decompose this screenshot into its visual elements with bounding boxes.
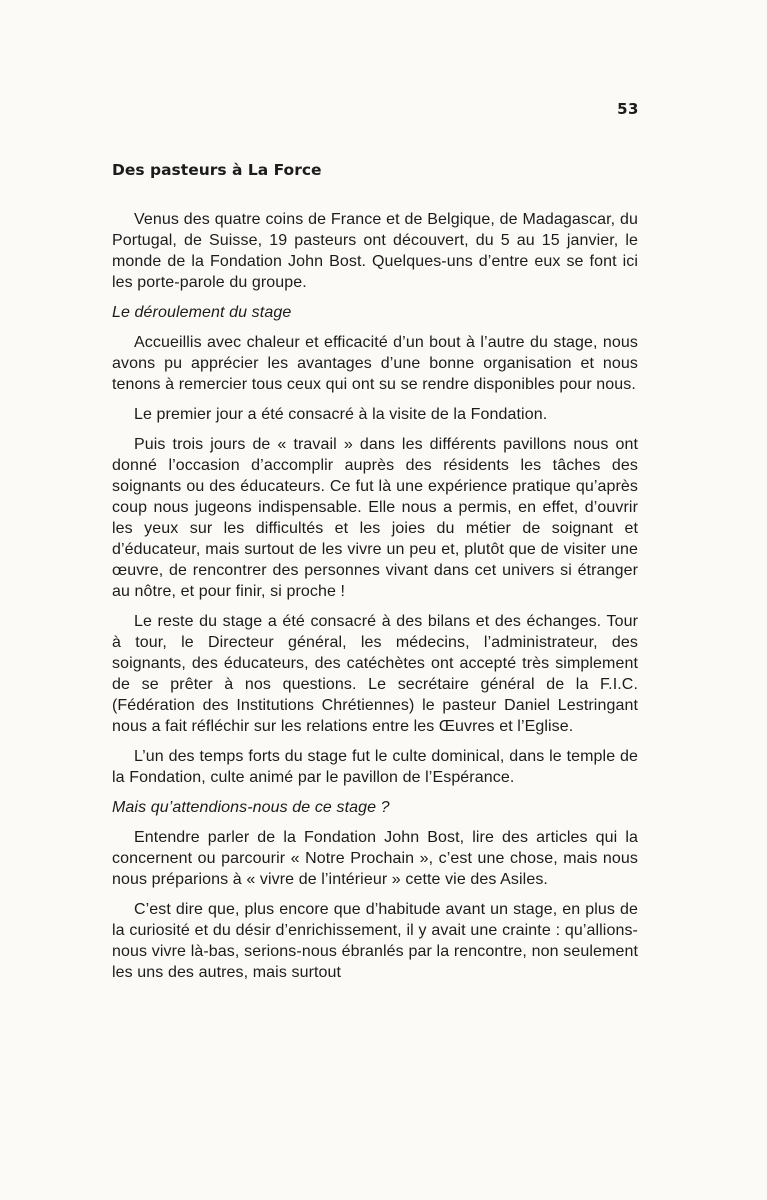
article-body <box>112 159 638 992</box>
body-paragraph: Entendre parler de la Fondation John Bost, lire des articles qui la concernent ou parcourir « Notre Prochain », c’est une chose, mais nous nous préparions à « vivre de l’intérieur » cette vie des Asiles. <box>112 829 638 888</box>
body-paragraph: Accueillis avec chaleur et efficacité d’un bout à l’autre du stage, nous avons pu apprécier les avantages d’une bonne organisation et nous tenons à remercier tous ceux qui ont su se rendre disponibles pour nous. <box>112 334 638 393</box>
section-subheading: Le déroulement du stage <box>112 304 292 321</box>
body-paragraph: L’un des temps forts du stage fut le culte dominical, dans le temple de la Fondation, culte animé par le pavillon de l’Espérance. <box>112 748 638 786</box>
body-paragraph: C’est dire que, plus encore que d’habitude avant un stage, en plus de la curiosité et du désir d’enrichissement, il y avait une crainte : qu’allions-nous vivre là-bas, serions-nous ébranlés par la rencontre, non seulement les uns des autres, mais surtout <box>112 901 638 981</box>
intro-paragraph: Venus des quatre coins de France et de Belgique, de Madagascar, du Portugal, de Suisse, 19 pasteurs ont découvert, du 5 au 15 janvier, le monde de la Fondation John Bost. Quelques-uns d’entre eux se font ici les porte-parole du groupe. <box>112 211 638 291</box>
body-paragraph: Le reste du stage a été consacré à des bilans et des échanges. Tour à tour, le Directeur général, les médecins, l’administrateur, des soignants, des éducateurs, des catéchètes ont accepté très simplement de se prêter à nos questions. Le secrétaire général de la F.I.C. (Fédération des Institutions Chrétiennes) le pasteur Daniel Lestringant nous a fait réfléchir sur les relations entre les Œuvres et l’Eglise. <box>112 613 638 735</box>
body-paragraph: Puis trois jours de « travail » dans les différents pavillons nous ont donné l’occasion d’accomplir auprès des résidents les tâches des soignants ou des éducateurs. Ce fut là une expérience pratique qu’après coup nous jugeons indispensable. Elle nous a permis, en effet, d’ouvrir les yeux sur les difficultés et les joies du métier de soignant et d’éducateur, mais surtout de les vivre un peu et, plutôt que de visiter une œuvre, de rencontrer des personnes vivant dans cet univers si étranger au nôtre, et pour finir, si proche ! <box>112 436 638 600</box>
article-heading: Des pasteurs à La Force <box>112 161 322 179</box>
body-paragraph: Le premier jour a été consacré à la visite de la Fondation. <box>134 406 548 423</box>
page-number: 53 <box>617 100 639 118</box>
section-subheading: Mais qu’attendions-nous de ce stage ? <box>112 799 390 816</box>
